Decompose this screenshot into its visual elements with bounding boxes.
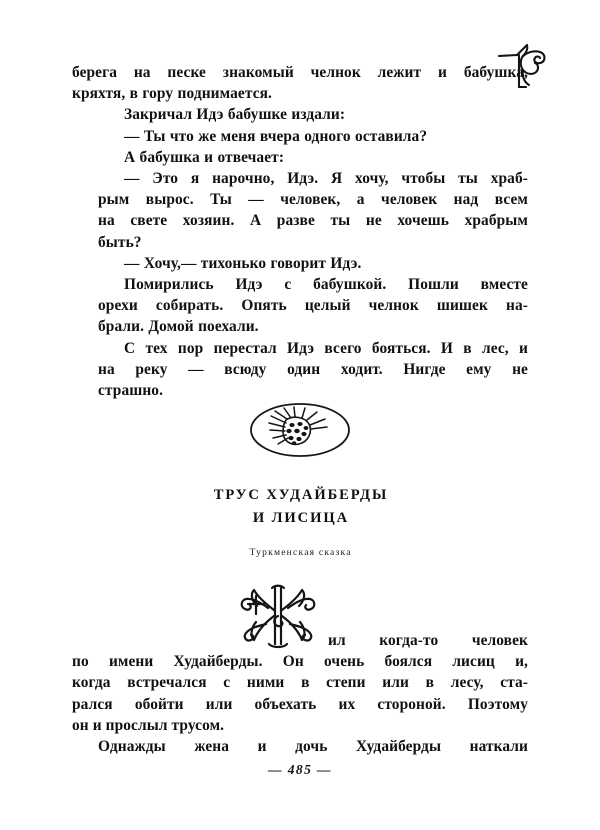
text-line: С тех пор перестал Идэ всего бояться. И в лес, и [124,339,528,357]
paragraph [72,147,528,168]
text-line: кряхтя, в гору поднимается. [72,85,273,103]
text-line: — Ты что же меня вчера одного оставила? [124,127,428,145]
chapter-title-line-2: И ЛИСИЦА [252,510,350,526]
paragraph [72,168,528,253]
story-end-text [72,62,528,401]
text-line: когда встречался с ними в степи или в лесу, ста- [72,674,528,692]
chapter-subtitle: Туркменская сказка [249,547,352,558]
text-line: А бабушка и отвечает: [124,148,285,166]
paragraph [72,253,528,274]
paragraph [72,736,528,757]
text-line: ил когда-то человек [328,632,528,649]
chapter-title-line-1: ТРУС ХУДАЙБЕРДЫ [213,487,389,503]
paragraph [72,630,528,736]
text-line: страшно. [98,382,164,400]
paragraph [72,338,528,402]
pine-cone-oval-vignette [247,399,353,461]
text-line: он и прослыл трусом. [72,716,225,734]
text-line: быть? [98,233,142,251]
paragraph [72,126,528,147]
text-line: Однажды жена и дочь Худайберды наткали [98,738,528,756]
text-line: рым вырос. Ты — человек, а человек над всем [98,191,528,209]
text-line: — Хочу,— тихонько говорит Идэ. [124,254,362,272]
text-line: по имени Худайберды. Он очень боялся лисиц и, [72,653,528,671]
text-line: Закричал Идэ бабушке издали: [124,106,346,124]
text-line: Помирились Идэ с бабушкой. Пошли вместе [124,276,528,294]
chapter-heading [0,484,600,558]
page-number: — 485 — [268,762,332,777]
paragraph [72,104,528,125]
text-line: на свете хозяин. А разве ты не хочешь храбрым [98,212,528,230]
text-line: брали. Домой поехали. [98,318,259,336]
paragraph [72,274,528,338]
text-line: орехи собирать. Опять целый челнок шишек на- [98,297,528,315]
text-line: на реку — всюду один ходит. Нигде ему не [98,360,528,378]
story-start-text [72,630,528,757]
text-line: берега на песке знакомый челнок лежит и бабушка, [72,64,528,81]
text-line: рался обойти или объехать их стороной. Поэтому [72,695,528,713]
paragraph [72,62,528,104]
text-line: — Это я нарочно, Идэ. Я хочу, чтобы ты храб- [124,170,528,188]
